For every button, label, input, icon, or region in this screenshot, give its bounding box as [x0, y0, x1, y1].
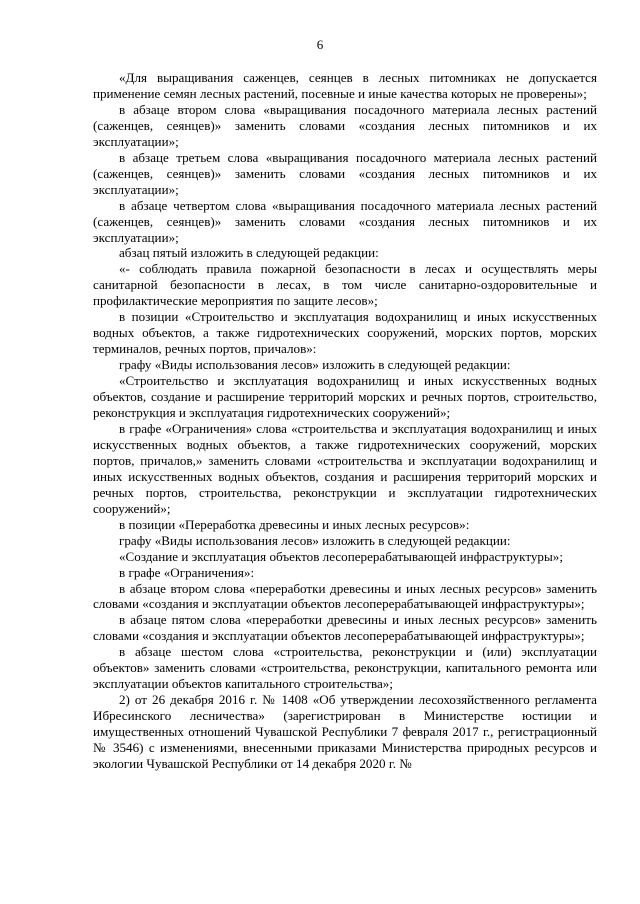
- paragraph: в абзаце пятом слова «переработки древесины и иных лесных ресурсов» заменить словами «создания и эксплуатации объектов лесоперерабатывающей инфраструктуры»;: [93, 612, 597, 644]
- paragraph: графу «Виды использования лесов» изложить в следующей редакции:: [119, 532, 511, 548]
- paragraph: 2) от 26 декабря 2016 г. № 1408 «Об утверждении лесохозяйственного регламента Ибресинского лесничества» (зарегистрирован в Министерстве юстиции и имущественных отношений Чувашской Республики 7 февраля 2017 г., регистрационный № 3546) с изменениями, внесенными приказами Министерства природных ресурсов и экологии Чувашской Республики от 14 декабря 2020 г. №: [93, 692, 597, 771]
- paragraph: «- соблюдать правила пожарной безопасности в лесах и осуществлять меры санитарной безопасности в лесах, в том числе санитарно-оздоровительные и профилактические мероприятия по защите лесов»;: [93, 261, 597, 309]
- page-number: 6: [316, 37, 324, 52]
- paragraph: в абзаце четвертом слова «выращивания посадочного материала лесных растений (саженцев, сеянцев)» заменить словами «создания лесных питомников и их эксплуатации»;: [93, 197, 597, 245]
- paragraph: графу «Виды использования лесов» изложить в следующей редакции:: [119, 357, 511, 373]
- paragraph: в графе «Ограничения»:: [119, 564, 255, 580]
- document-body: [93, 70, 597, 772]
- paragraph: в абзаце втором слова «переработки древесины и иных лесных ресурсов» заменить словами «создания и эксплуатации объектов лесоперерабатывающей инфраструктуры»;: [93, 580, 597, 612]
- paragraph: «Создание и эксплуатация объектов лесоперерабатывающей инфраструктуры»;: [119, 548, 563, 564]
- paragraph: «Для выращивания саженцев, сеянцев в лесных питомниках не допускается применение семян лесных растений, посевные и иные качества которых не проверены»;: [93, 70, 597, 101]
- paragraph: в позиции «Строительство и эксплуатация водохранилищ и иных искусственных водных объектов, а также гидротехнических сооружений, морских портов, морских терминалов, речных портов, причалов»:: [93, 309, 597, 357]
- paragraph: в графе «Ограничения» слова «строительства и эксплуатация водохранилищ и иных искусственных водных объектов, а также гидротехнических сооружений, морских портов, причалов,» заменить словами «строительства и эксплуатации водохранилищ и иных искусственных водных объектов, создания и расширения территорий морских и речных портов, строительства, реконструкции и эксплуатации гидротехнических сооружений»;: [93, 420, 597, 516]
- paragraph: в абзаце шестом слова «строительства, реконструкции и (или) эксплуатации объектов» заменить словами «строительства, реконструкции, капитального ремонта или эксплуатации объектов капитального строительства»;: [93, 644, 597, 692]
- paragraph: в абзаце третьем слова «выращивания посадочного материала лесных растений (саженцев, сеянцев)» заменить словами «создания лесных питомников и их эксплуатации»;: [93, 149, 597, 197]
- paragraph: в позиции «Переработка древесины и иных лесных ресурсов»:: [119, 516, 470, 532]
- paragraph: в абзаце втором слова «выращивания посадочного материала лесных растений (саженцев, сеянцев)» заменить словами «создания лесных питомников и их эксплуатации»;: [93, 101, 597, 149]
- paragraph: абзац пятый изложить в следующей редакции:: [119, 245, 379, 261]
- paragraph: «Строительство и эксплуатация водохранилищ и иных искусственных водных объектов, создание и расширение территорий морских и речных портов, строительство, реконструкция и эксплуатация гидротехнических сооружений»;: [93, 373, 597, 421]
